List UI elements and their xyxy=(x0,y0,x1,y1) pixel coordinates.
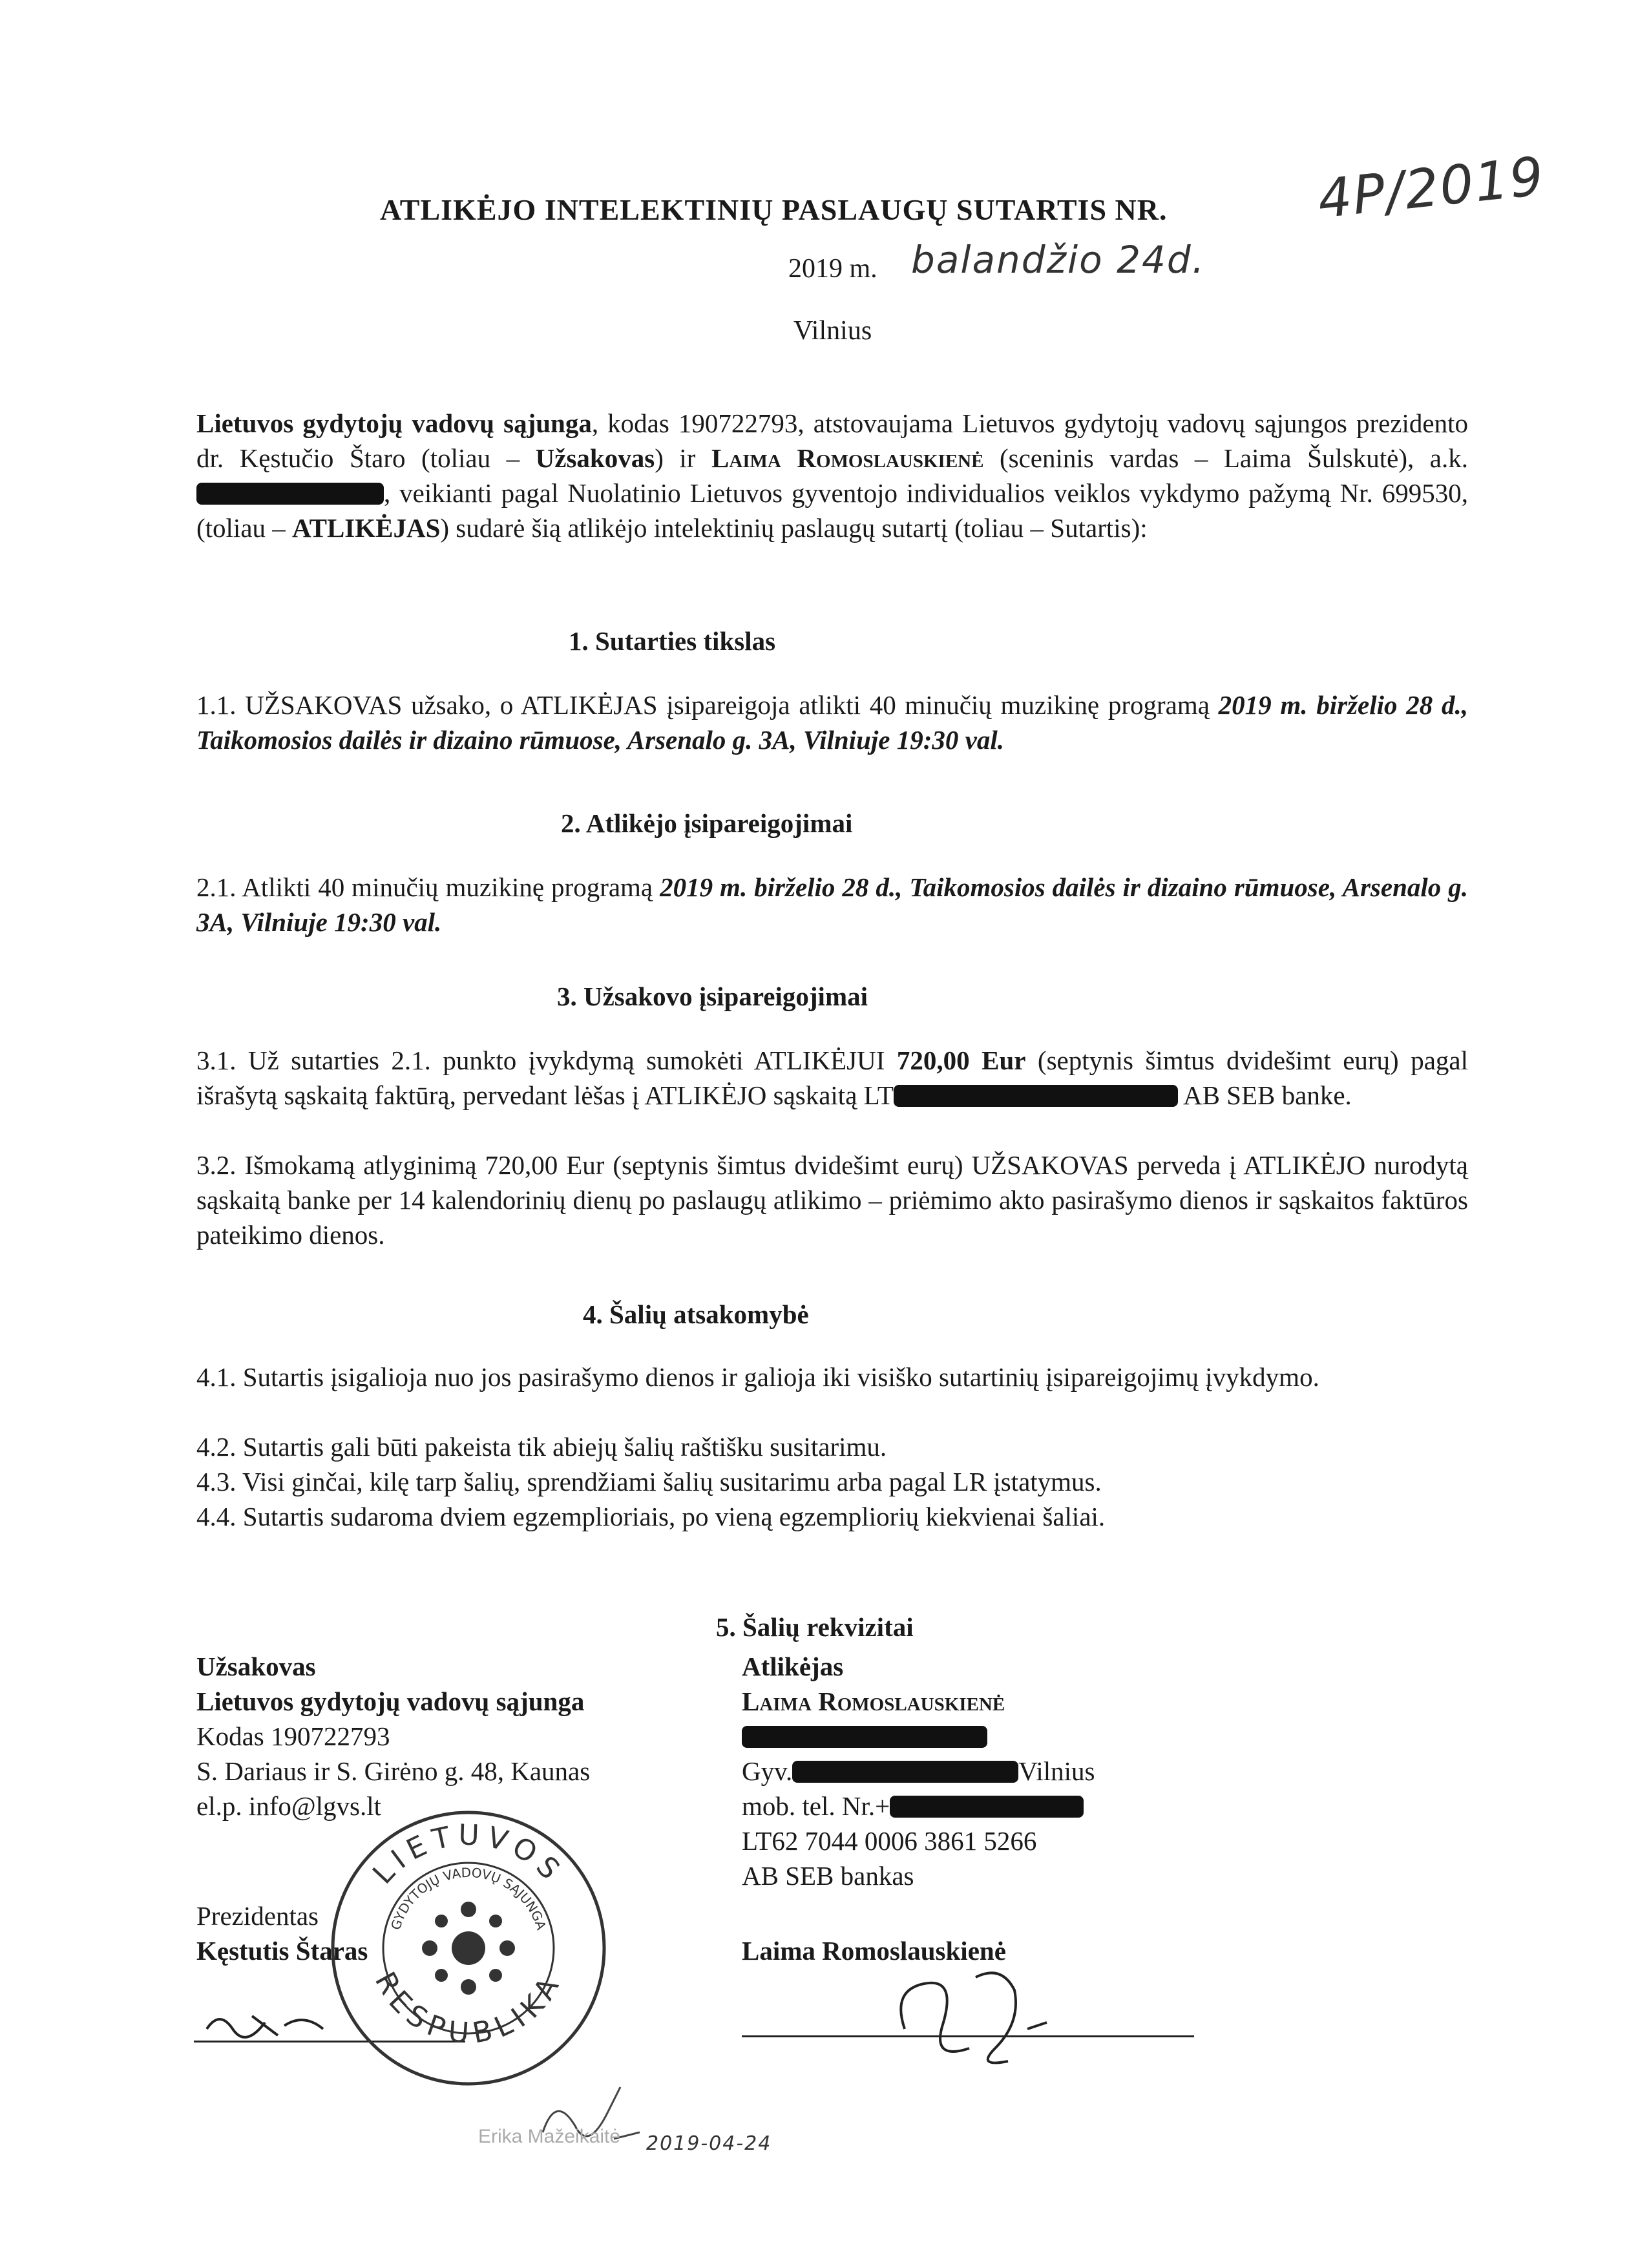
contract-date-handwritten: balandžio 24d. xyxy=(911,238,1206,282)
intro-text-2: ) ir xyxy=(655,443,711,473)
section-3-1-paragraph xyxy=(196,1043,1468,1113)
performer-label: Atlikėjas xyxy=(742,1652,844,1681)
section-3-2-paragraph: 3.2. Išmokamą atlyginimą 720,00 Eur (septynis šimtus dvidešimt eurų) UŽSAKOVAS perveda į ATLIKĖJO nurodytą sąskaitą banke per 14 kalendorinių dienų po paslaugų atlikimo – priėmimo akto pasirašymo dienos ir sąskaitos faktūros pateikimo dienos. xyxy=(196,1150,1468,1250)
performer-details-name: Laima Romoslauskienė xyxy=(742,1686,1005,1716)
intro-text-1: , kodas 190722793, atstovaujama Lietuvos gydytojų vadovų sąjungos prezidento dr. Kęstučio Štaro (toliau – xyxy=(196,408,1469,473)
redacted-address xyxy=(792,1761,1018,1783)
seal-inner-text: GYDYTOJŲ VADOVŲ SĄJUNGA xyxy=(388,1864,549,1932)
customer-org: Lietuvos gydytojų vadovų sąjunga xyxy=(196,1686,585,1716)
svg-text:GYDYTOJŲ VADOVŲ SĄJUNGA xyxy=(388,1865,549,1932)
footer-handwritten-date: 2019-04-24 xyxy=(646,2132,772,2155)
intro-text-5: ) sudarė šią atlikėjo intelektinių paslaugų sutartį (toliau – Sutartis): xyxy=(440,513,1148,543)
s1-emphasis: 2019 m. birželio 28 d., Taikomosios dailės ir dizaino rūmuose, Arsenalo g. 3A, Vilniuje 19:30 val. xyxy=(196,690,1468,755)
s3-1-text-b: (septynis šimtus dvidešimt eurų) pagal išrašytą sąskaitą faktūrą, pervedant lėšas į ATLIKĖJO sąskaitą LT xyxy=(196,1045,1468,1110)
section-5-heading: 5. Šalių rekvizitai xyxy=(716,1612,914,1642)
customer-email: el.p. info@lgvs.lt xyxy=(196,1791,382,1821)
section-1-heading: 1. Sutarties tikslas xyxy=(569,626,776,656)
phone-prefix: mob. tel. Nr.+ xyxy=(742,1791,890,1821)
seal-bottom-text: RESPUBLIKA xyxy=(368,1966,569,2051)
performer-name: Laima Romoslauskienė xyxy=(711,443,984,473)
section-1-paragraph xyxy=(196,688,1468,757)
performer-term: ATLIKĖJAS xyxy=(292,513,441,543)
seal-emblem xyxy=(422,1902,515,1995)
s1-text: 1.1. UŽSAKOVAS užsako, o ATLIKĖJAS įsipareigoja atlikti 40 minučių muzikinę programą xyxy=(196,690,1219,720)
performer-signature-line xyxy=(742,2035,1194,2037)
redacted-phone xyxy=(890,1796,1084,1818)
redacted-line xyxy=(742,1719,1095,1754)
section-4-1-paragraph: 4.1. Sutartis įsigalioja nuo jos pasirašymo dienos ir galioja iki visiško sutartinių įsipareigojimų įvykdymo. xyxy=(196,1362,1319,1392)
contract-title: ATLIKĖJO INTELEKTINIŲ PASLAUGŲ SUTARTIS NR. xyxy=(380,193,1168,226)
redacted-performer-info xyxy=(742,1726,987,1748)
s2-text: 2.1. Atlikti 40 minučių muzikinę programą xyxy=(196,872,660,902)
performer-address xyxy=(742,1754,1095,1789)
s3-1-text-c: AB SEB banke. xyxy=(1177,1080,1352,1110)
customer-details xyxy=(196,1649,590,1823)
contract-city: Vilnius xyxy=(793,316,872,346)
section-4-2-paragraph: 4.2. Sutartis gali būti pakeista tik abiejų šalių raštišku susitarimu. xyxy=(196,1432,887,1462)
intro-paragraph xyxy=(196,406,1468,545)
contract-year: 2019 m. xyxy=(788,254,877,284)
customer-role: Prezidentas xyxy=(196,1901,319,1931)
section-2-heading: 2. Atlikėjo įsipareigojimai xyxy=(561,808,853,838)
s2-emphasis: 2019 m. birželio 28 d., Taikomosios dailės ir dizaino rūmuose, Arsenalo g. 3A, Vilniuje 19:30 val. xyxy=(196,872,1468,937)
customer-term: Užsakovas xyxy=(535,443,655,473)
intro-text-4: , veikianti pagal Nuolatinio Lietuvos gyventojo individualios veiklos vykdymo pažymą Nr. 699530, (toliau – xyxy=(196,478,1468,543)
intro-text-3: (sceninis vardas – Laima Šulskutė), a.k. xyxy=(983,443,1468,473)
section-2-paragraph xyxy=(196,870,1468,940)
performer-bank: AB SEB bankas xyxy=(742,1861,914,1891)
address-prefix: Gyv. xyxy=(742,1756,793,1786)
section-4-3-paragraph: 4.3. Visi ginčai, kilę tarp šalių, sprendžiami šalių susitarimu arba pagal LR įstatymus. xyxy=(196,1467,1102,1496)
section-3-heading: 3. Užsakovo įsipareigojimai xyxy=(557,982,868,1011)
faint-name-stamp: Erika Mažeikaitė xyxy=(478,2126,621,2147)
organization-seal xyxy=(326,1806,611,2090)
performer-iban: LT62 7044 0006 3861 5266 xyxy=(742,1826,1037,1856)
redacted-personal-code xyxy=(196,483,384,505)
s3-1-amount: 720,00 Eur xyxy=(896,1045,1026,1075)
party1-name: Lietuvos gydytojų vadovų sąjunga xyxy=(196,408,592,438)
section-4-heading: 4. Šalių atsakomybė xyxy=(583,1299,809,1329)
seal-top-text: LIETUVOS xyxy=(366,1818,571,1891)
redacted-account-number xyxy=(894,1085,1178,1107)
customer-code: Kodas 190722793 xyxy=(196,1721,390,1751)
performer-signer: Laima Romoslauskienė xyxy=(742,1936,1006,1966)
contract-number-handwritten: 4P/2019 xyxy=(1315,145,1548,231)
performer-signature-scribble xyxy=(879,1951,1086,2081)
customer-signer: Kęstutis Štaras xyxy=(196,1936,368,1966)
customer-label: Užsakovas xyxy=(196,1652,316,1681)
performer-phone xyxy=(742,1789,1095,1823)
customer-address: S. Dariaus ir S. Girėno g. 48, Kaunas xyxy=(196,1756,591,1786)
address-city: Vilnius xyxy=(1018,1756,1095,1786)
s3-1-text-a: 3.1. Už sutarties 2.1. punkto įvykdymą sumokėti ATLIKĖJUI xyxy=(196,1045,897,1075)
section-4-4-paragraph: 4.4. Sutartis sudaroma dviem egzemplioriais, po vieną egzempliorių kiekvienai šaliai. xyxy=(196,1502,1106,1531)
performer-details xyxy=(742,1649,1095,1893)
